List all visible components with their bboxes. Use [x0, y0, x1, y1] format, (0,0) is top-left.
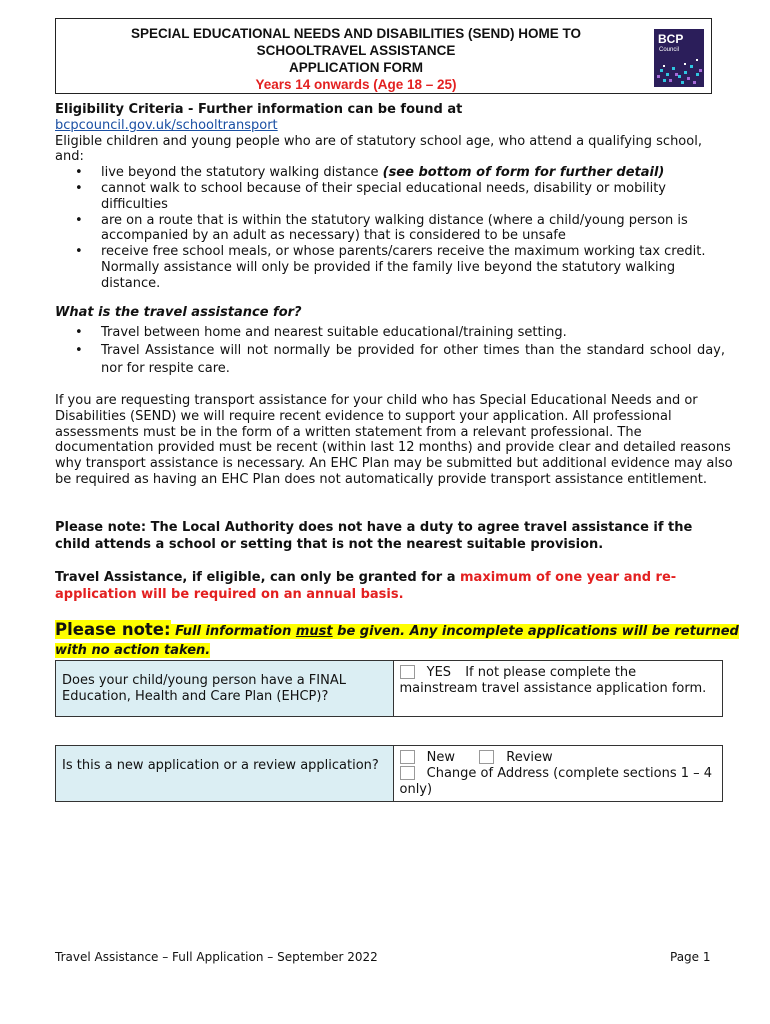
annual-note: Travel Assistance, if eligible, can only be granted for a maximum of one year and re-application will be required on an annual basis.	[55, 570, 677, 602]
logo-subtext: Council	[659, 47, 680, 53]
application-type-answer	[393, 746, 723, 802]
title-line-2: SCHOOLTRAVEL ASSISTANCE	[256, 43, 456, 58]
list-item: • cannot walk to school because of their special educational needs, disability or mobility difficulties	[55, 181, 725, 213]
bcp-council-logo	[654, 29, 704, 87]
page-number: Page 1	[670, 950, 711, 964]
title-line-1: SPECIAL EDUCATIONAL NEEDS AND DISABILITIES (SEND) HOME TO	[130, 26, 582, 41]
footer-left: Travel Assistance – Full Application – September 2022	[55, 950, 378, 964]
full-info-note: Please note: Full information must be given. Any incomplete applications will be returned with no action taken.	[55, 620, 739, 658]
ehcp-question-table	[55, 660, 723, 717]
school-transport-link[interactable]: bcpcouncil.gov.uk/schooltransport	[55, 117, 278, 133]
application-type-question: Is this a new application or a review application?	[56, 746, 394, 802]
application-type-table	[55, 745, 723, 802]
purpose-heading: What is the travel assistance for?	[55, 305, 302, 320]
list-item: • Travel between home and nearest suitable educational/training setting.	[55, 324, 725, 342]
please-note-label: Please note:	[55, 620, 171, 639]
duty-note: Please note: The Local Authority does not have a duty to agree travel assistance if the child attends a school or setting that is not the nearest suitable provision.	[55, 520, 693, 552]
title-line-3: APPLICATION FORM	[289, 60, 423, 75]
evidence-paragraph: If you are requesting transport assistance for your child who has Special Educational Needs and or Disabilities (SEND) we will require recent evidence to support your application. All professional assessments must be in the form of a written statement from a relevant professional. The documentation provided must be recent (within last 12 months) and provide clear and detailed reasons why transport assistance is necessary. An EHC Plan may be submitted but additional evidence may also be required as having an EHC Plan does not automatically provide transport assistance entitlement.	[55, 393, 733, 487]
eligibility-list	[55, 165, 725, 291]
purpose-list	[55, 324, 725, 378]
list-item: • receive free school meals, or whose parents/carers receive the maximum working tax credit. Normally assistance will only be provided if the family live beyond the statutory walking distance.	[55, 244, 725, 291]
review-label: Review	[506, 750, 553, 765]
list-item: • live beyond the statutory walking distance (see bottom of form for further detail)	[55, 165, 725, 181]
form-title	[56, 25, 656, 93]
logo-pattern	[654, 29, 704, 87]
change-of-address-checkbox[interactable]	[400, 766, 415, 780]
list-item: • are on a route that is within the statutory walking distance (where a child/young person is accompanied by an adult as necessary) that is considered to be unsafe	[55, 213, 725, 245]
review-checkbox[interactable]	[479, 750, 494, 764]
purpose-section	[55, 305, 725, 378]
ehcp-answer	[393, 661, 723, 717]
ehcp-question: Does your child/young person have a FINAL Education, Health and Care Plan (EHCP)?	[56, 661, 394, 717]
logo-text: BCP	[658, 32, 684, 46]
new-label: New	[426, 750, 455, 765]
yes-label: YES	[426, 665, 452, 680]
yes-checkbox[interactable]	[400, 665, 415, 679]
age-range: Years 14 onwards (Age 18 – 25)	[255, 77, 457, 92]
new-checkbox[interactable]	[400, 750, 415, 764]
change-of-address-label: Change of Address (complete sections 1 – 4 only)	[399, 765, 713, 797]
list-item: • Travel Assistance will not normally be provided for other times than the standard school day, nor for respite care.	[55, 342, 725, 378]
yes-note: If not please complete the mainstream travel assistance application form.	[399, 665, 707, 696]
header-box	[55, 18, 712, 94]
eligibility-heading: Eligibility Criteria - Further information can be found at	[55, 102, 463, 117]
eligibility-section	[55, 102, 725, 292]
eligibility-intro: Eligible children and young people who are of statutory school age, who attend a qualifying school, and:	[55, 133, 702, 165]
